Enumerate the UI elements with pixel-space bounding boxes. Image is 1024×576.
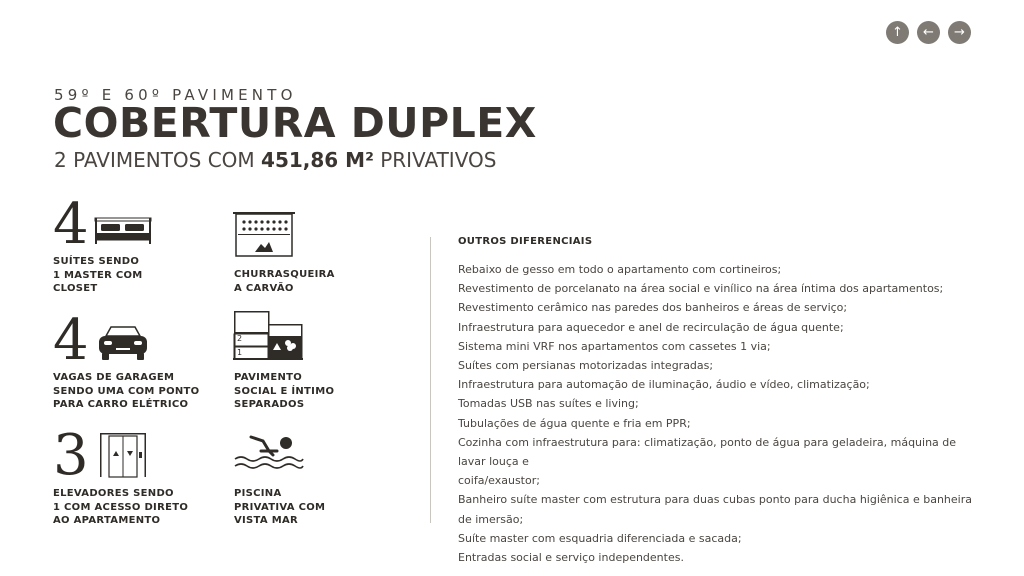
list-item: Revestimento de porcelanato na área social e vinílico na área íntima dos apartamentos; [458,282,944,296]
parking-label-line: SENDO UMA COM PONTO [53,385,200,397]
floor-number-1: 1 [237,348,243,357]
list-item: Cozinha com infraestrutura para: climatização, ponto de água para geladeira, máquina de lavar louça e [458,435,957,469]
others-title: OUTROS DIFERENCIAIS [458,236,593,247]
list-item: Tomadas USB nas suítes e living; [458,397,639,411]
barbecue-label-line: A CARVÃO [234,282,294,294]
floors-label-line: SEPARADOS [234,399,305,410]
suites-label [53,255,223,296]
barbecue-icon [233,212,297,262]
list-item: Infraestrutura para automação de iluminação, áudio e vídeo, climatização; [458,378,870,392]
others-list [458,260,978,567]
list-item: Tubulações de água quente e fria em PPR; [458,416,691,430]
up-arrow-button[interactable]: ↑ [886,21,909,44]
list-item: Revestimento cerâmico nas paredes dos banheiros e áreas de serviço; [458,301,848,315]
elevators-label-line: ELEVADORES SENDO [53,488,174,499]
swimmer-icon [233,433,305,479]
list-item: Sistema mini VRF nos apartamentos com cassetes 1 via; [458,339,771,353]
parking-count: 4 [53,308,89,373]
elevators-label-line: 1 COM ACESSO DIRETO [53,501,189,513]
list-item: Banheiro suíte master com estrutura para duas cubas ponto para ducha higiênica e banheira de imersão; [458,493,972,526]
previous-arrow-button[interactable]: ← [917,21,940,44]
slide-navigation [886,21,971,44]
list-item: Suítes com persianas motorizadas integradas; [458,359,714,373]
subtitle-prefix: 2 PAVIMENTOS COM [54,148,262,172]
floor-kicker: 59º E 60º PAVIMENTO [54,86,297,104]
floors-icon [233,310,305,366]
page-title: COBERTURA DUPLEX [53,99,537,147]
floors-label-line: PAVIMENTO [234,372,303,383]
list-item: Infraestrutura para aquecedor e anel de recirculação de água quente; [458,320,844,334]
elevators-label [53,487,223,528]
page-subtitle [54,148,496,172]
next-arrow-button[interactable]: → [948,21,971,44]
floors-label-line: SOCIAL E ÍNTIMO [234,385,335,397]
bed-icon [94,216,154,250]
parking-label [53,371,223,412]
parking-label-line: VAGAS DE GARAGEM [53,372,175,383]
barbecue-label [234,268,404,295]
elevator-icon [99,432,147,482]
parking-label-line: PARA CARRO ELÉTRICO [53,399,189,410]
list-item: Suíte master com esquadria diferenciada e sacada; [458,531,742,545]
pool-label-line: VISTA MAR [234,515,299,526]
subtitle-area: 451,86 M² [261,148,374,172]
subtitle-suffix: PRIVATIVOS [373,148,497,172]
pool-label-line: PRIVATIVA COM [234,501,326,513]
pool-label [234,487,404,528]
barbecue-label-line: CHURRASQUEIRA [234,269,335,280]
suites-label-line: CLOSET [53,283,98,294]
list-item: Rebaixo de gesso em todo o apartamento com cortineiros; [458,263,782,276]
list-item: Entradas social e serviço independentes. [458,551,684,565]
car-icon [96,324,150,366]
suites-label-line: SUÍTES SENDO [53,256,140,267]
pool-label-line: PISCINA [234,488,282,499]
floor-number-2: 2 [237,334,243,343]
elevators-label-line: AO APARTAMENTO [53,515,161,526]
suites-label-line: 1 MASTER COM [53,269,143,281]
floors-label [234,371,404,412]
section-divider [430,237,431,523]
suites-count: 4 [53,192,89,257]
list-item: coifa/exaustor; [458,474,540,488]
elevators-count: 3 [53,423,89,488]
